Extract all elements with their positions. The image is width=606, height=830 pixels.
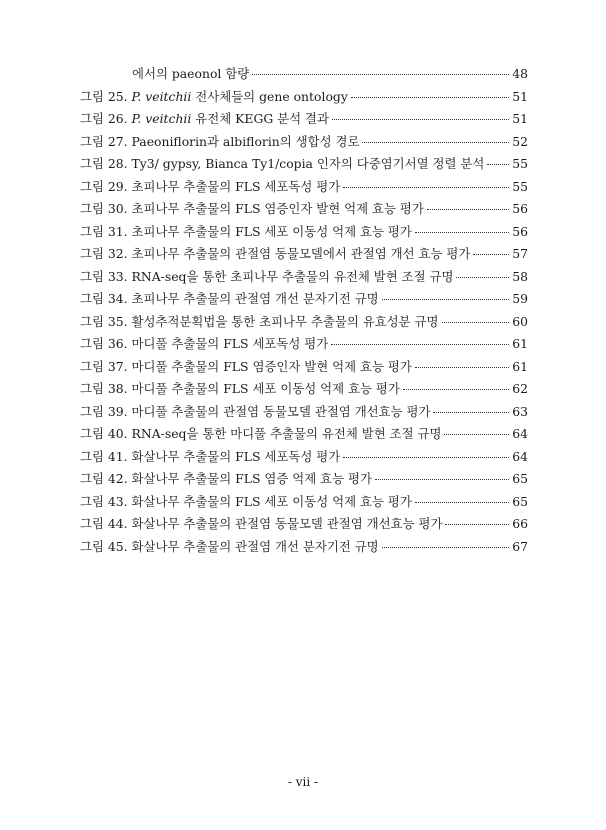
figure-caption: 초피나무 추출물의 FLS 세포 이동성 억제 효능 평가	[131, 223, 412, 239]
figure-caption: 초피나무 추출물의 FLS 세포독성 평가	[131, 178, 341, 194]
toc-entry[interactable]	[80, 177, 528, 200]
toc-entry-title	[80, 244, 470, 262]
dot-leader	[442, 322, 510, 323]
toc-entry-title	[80, 447, 340, 465]
figure-number: 그림 44.	[80, 516, 132, 531]
page-ref: 56	[512, 223, 528, 239]
figure-caption: Ty3/ gypsy, Bianca Ty1/copia 인자의 다중염기서열 정렬 분석	[131, 156, 485, 171]
dot-leader	[332, 119, 509, 120]
dot-leader	[445, 524, 509, 525]
toc-entry[interactable]	[80, 447, 528, 470]
toc-entry[interactable]	[80, 537, 528, 560]
toc-entry-title	[80, 109, 329, 127]
toc-entry[interactable]	[80, 199, 528, 222]
figure-number: 그림 35.	[80, 313, 132, 329]
dot-leader	[362, 142, 509, 143]
page-ref: 51	[512, 111, 528, 126]
toc-entry-title	[80, 357, 412, 375]
toc-entry[interactable]	[80, 87, 528, 110]
toc-entry-title	[80, 289, 379, 307]
toc-entry[interactable]	[80, 64, 528, 87]
figure-caption: 화살나무 추출물의 관절염 개선 분자기전 규명	[131, 538, 379, 554]
figure-number: 그림 29.	[80, 178, 132, 194]
figure-caption: 활성추적분획법을 통한 초피나무 추출물의 유효성분 규명	[131, 313, 439, 329]
toc-entry[interactable]	[80, 244, 528, 267]
dot-leader	[415, 502, 509, 503]
figure-caption: 에서의 paeonol 함량	[132, 66, 250, 81]
figure-number: 그림 25.	[80, 88, 132, 104]
toc-entry-title	[80, 154, 484, 172]
toc-entry-title	[80, 222, 412, 240]
toc-entry-title	[80, 267, 453, 285]
figure-caption: 마디풀 추출물의 FLS 세포 이동성 억제 효능 평가	[131, 381, 400, 396]
toc-entry-title	[80, 402, 430, 420]
figure-caption: 초피나무 추출물의 관절염 개선 분자기전 규명	[131, 291, 379, 306]
dot-leader	[382, 547, 510, 548]
toc-entry-title	[80, 514, 442, 532]
figure-caption: 화살나무 추출물의 FLS 세포 이동성 억제 효능 평가	[131, 493, 412, 509]
figure-caption: 마디풀 추출물의 FLS 세포독성 평가	[131, 336, 329, 351]
dot-leader	[351, 97, 509, 98]
toc-entry[interactable]	[80, 109, 528, 132]
page-ref: 61	[512, 336, 528, 351]
toc-entry[interactable]	[80, 514, 528, 537]
toc-entry[interactable]	[80, 469, 528, 492]
dot-leader	[331, 344, 509, 345]
toc-entry[interactable]	[80, 222, 528, 245]
dot-leader	[343, 187, 509, 188]
figure-number: 그림 40.	[80, 426, 132, 441]
toc-entry-title	[80, 199, 424, 217]
dot-leader	[415, 232, 509, 233]
figure-number: 그림 43.	[80, 493, 132, 509]
toc-entry[interactable]	[80, 334, 528, 357]
dot-leader	[473, 254, 509, 255]
figure-number: 그림 39.	[80, 403, 132, 419]
page-ref: 55	[512, 178, 528, 194]
page-ref: 62	[512, 381, 528, 396]
toc-entry-title	[80, 334, 328, 352]
figure-number: 그림 36.	[80, 336, 132, 351]
page-ref: 57	[512, 246, 528, 261]
figure-number: 그림 32.	[80, 246, 132, 261]
page-ref: 63	[512, 403, 528, 419]
figure-caption: RNA-seq을 통한 초피나무 추출물의 유전체 발현 조절 규명	[131, 268, 454, 284]
figure-caption: 전사체들의 gene ontology	[191, 88, 348, 104]
dot-leader	[487, 164, 509, 165]
dot-leader	[456, 277, 509, 278]
figure-caption: 화살나무 추출물의 관절염 동물모델 관절염 개선효능 평가	[131, 516, 443, 531]
species-name: P. veitchii	[131, 88, 192, 104]
figure-caption: Paeoniflorin과 albiflorin의 생합성 경로	[131, 133, 360, 149]
page-ref: 64	[512, 448, 528, 464]
page-ref: 65	[512, 493, 528, 509]
page-number-footer: - vii -	[287, 775, 319, 789]
toc-entry[interactable]	[80, 312, 528, 335]
toc-entry[interactable]	[80, 402, 528, 425]
toc-entry-title	[80, 424, 441, 442]
toc-entry[interactable]	[80, 492, 528, 515]
figure-number: 그림 30.	[80, 201, 132, 216]
figure-caption: RNA-seq을 통한 마디풀 추출물의 유전체 발현 조절 규명	[131, 426, 442, 441]
page-ref: 48	[512, 66, 528, 81]
figure-number: 그림 38.	[80, 381, 132, 396]
dot-leader	[252, 74, 509, 75]
toc-entry[interactable]	[80, 424, 528, 447]
toc-entry-title	[80, 469, 372, 487]
dot-leader	[433, 412, 509, 413]
toc-entry-title	[80, 177, 340, 195]
figure-number: 그림 45.	[80, 538, 132, 554]
toc-entry[interactable]	[80, 357, 528, 380]
toc-entry-title	[80, 492, 412, 510]
page-ref: 61	[512, 358, 528, 374]
species-name: P. veitchii	[131, 111, 192, 126]
toc-entry[interactable]	[80, 154, 528, 177]
figure-caption: 화살나무 추출물의 FLS 세포독성 평가	[131, 448, 341, 464]
figure-number: 그림 27.	[80, 133, 132, 149]
toc-entry-title	[80, 312, 439, 330]
figure-number: 그림 33.	[80, 268, 132, 284]
figure-caption: 화살나무 추출물의 FLS 염증 억제 효능 평가	[131, 471, 372, 486]
page-ref: 56	[512, 201, 528, 216]
toc-entry-title	[80, 132, 359, 150]
figure-number: 그림 31.	[80, 223, 132, 239]
page-ref: 52	[512, 133, 528, 149]
figure-number: 그림 28.	[80, 156, 132, 171]
figure-number: 그림 37.	[80, 358, 132, 374]
figure-caption: 마디풀 추출물의 FLS 염증인자 발현 억제 효능 평가	[131, 358, 412, 374]
toc-entry-title	[80, 379, 400, 397]
toc-entry[interactable]	[80, 379, 528, 402]
figure-number: 그림 34.	[80, 291, 132, 306]
toc-entry-title	[80, 537, 379, 555]
page-ref: 51	[512, 88, 528, 104]
toc-entry-title	[132, 64, 249, 82]
dot-leader	[375, 479, 509, 480]
toc-entry[interactable]	[80, 289, 528, 312]
dot-leader	[427, 209, 509, 210]
figure-number: 그림 26.	[80, 111, 132, 126]
page-ref: 65	[512, 471, 528, 486]
page-ref: 55	[512, 156, 528, 171]
page-ref: 59	[512, 291, 528, 306]
page-ref: 58	[512, 268, 528, 284]
page-ref: 66	[512, 516, 528, 531]
figure-caption: 유전체 KEGG 분석 결과	[191, 111, 329, 126]
page-ref: 64	[512, 426, 528, 441]
toc-entry[interactable]	[80, 132, 528, 155]
figure-number: 그림 42.	[80, 471, 132, 486]
dot-leader	[415, 367, 509, 368]
figure-caption: 마디풀 추출물의 관절염 동물모델 관절염 개선효능 평가	[131, 403, 431, 419]
figure-number: 그림 41.	[80, 448, 132, 464]
dot-leader	[382, 299, 510, 300]
table-of-figures	[80, 64, 528, 559]
dot-leader	[444, 434, 509, 435]
toc-entry-title	[80, 87, 348, 105]
toc-entry[interactable]	[80, 267, 528, 290]
page-ref: 67	[512, 538, 528, 554]
figure-caption: 초피나무 추출물의 관절염 동물모델에서 관절염 개선 효능 평가	[131, 246, 471, 261]
dot-leader	[403, 389, 509, 390]
figure-caption: 초피나무 추출물의 FLS 염증인자 발현 억제 효능 평가	[131, 201, 424, 216]
dot-leader	[343, 457, 509, 458]
page-ref: 60	[512, 313, 528, 329]
